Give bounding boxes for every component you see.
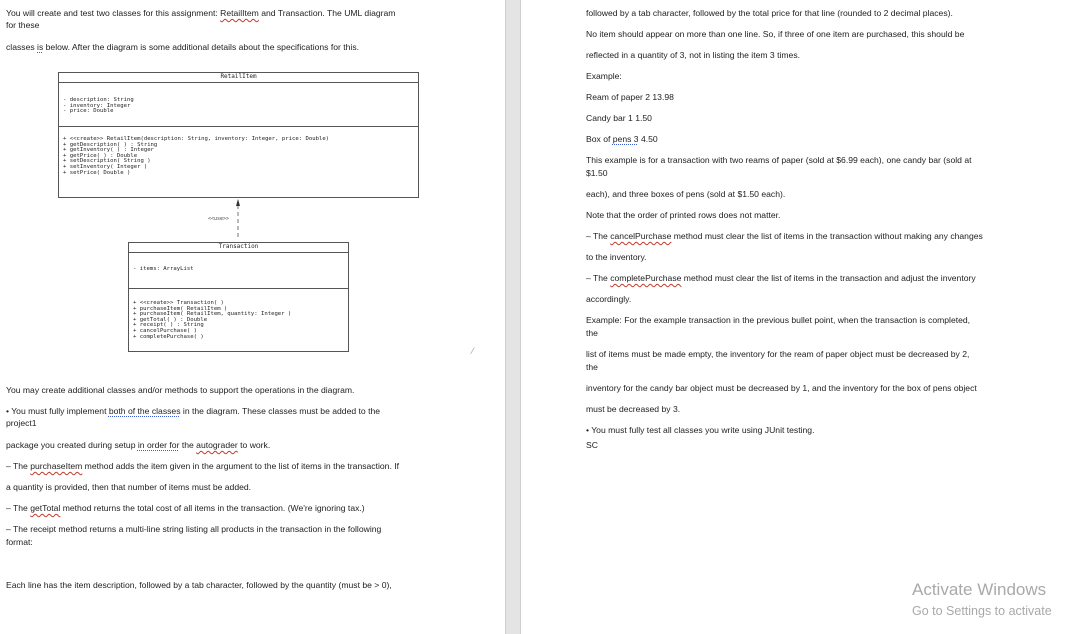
additional-classes-text: You may create additional classes and/or methods to support the operations in the diagram. [6, 385, 355, 395]
package-text: the [179, 440, 197, 450]
implement-text: in the diagram. These classes must be added to the [180, 406, 381, 416]
gettotal-text: – The [6, 503, 31, 513]
intro-text: below. After the diagram is some additional details about the specifications for this. [43, 42, 360, 52]
package-text: to work. [237, 440, 271, 450]
junit-test-line: • You must fully test all classes you write using JUnit testing. [586, 425, 815, 435]
purchase-text: method adds the item given in the argument to the list of items in the transaction. If [82, 461, 400, 471]
example2-line-5: inventory for the candy bar object must be decreased by 1, and the inventory for the box of pens object [586, 383, 977, 393]
grammar-flag-phrase: in order for [137, 440, 180, 450]
page-gutter [505, 0, 521, 634]
implement-text: • You must fully implement [6, 406, 109, 416]
example2-line-3: list of items must be made empty, the inventory for the ream of paper object must be decreased by 2, [586, 349, 970, 359]
activate-windows-watermark-subtitle: Go to Settings to activate [912, 604, 1052, 618]
activate-windows-watermark-title: Activate Windows [912, 580, 1047, 599]
uml-transaction-methods: + <<create>> Transaction( ) + purchaseItem( RetailItem ) + purchaseItem( RetailItem, quantity: Integer ) + getTotal( ) : Double + receipt( ) : String + cancelPurchase( ) + completePurchase( ) [133, 300, 292, 340]
order-note: Note that the order of printed rows does not matter. [586, 210, 781, 220]
uml-use-label: <<use>> [208, 216, 230, 222]
uml-arrow-head [236, 199, 240, 206]
uml-transaction-title: Transaction [129, 243, 348, 253]
cancel-line-2: to the inventory. [586, 252, 647, 262]
left-document-page [0, 0, 505, 634]
example2-line-4: the [586, 362, 598, 372]
example2-line-1: Example: For the example transaction in the previous bullet point, when the transaction is completed, [586, 315, 971, 325]
example2-line-6: must be decreased by 3. [586, 404, 681, 414]
intro-line-2: for these [6, 20, 40, 30]
implement-line-1 [6, 406, 380, 417]
receipt-line-1: – The receipt method returns a multi-line string listing all products in the transaction in the following [6, 524, 382, 534]
sc-text: SC [586, 440, 598, 450]
cancel-text: method must clear the list of items in the transaction without making any changes [671, 231, 983, 241]
uml-transaction-methods-section [129, 289, 348, 352]
right-document-page [521, 0, 1085, 634]
uml-retailitem-methods: + <<create>> RetailItem(description: String, inventory: Integer, price: Double) + getDescription( ) : String + getInventory( ) : Integer + getPrice( ) : Double + setDescription( String ) + setInventory( Integer ) + setPrice( Double ) [63, 136, 330, 176]
receipt-line-2: format: [6, 537, 33, 547]
uml-retailitem-title: RetailItem [59, 73, 418, 83]
package-line [6, 440, 270, 451]
gettotal-text: method returns the total cost of all items in the transaction. (We're ignoring tax.) [60, 503, 365, 513]
example-row-text: 4.50 [638, 134, 658, 144]
intro-text: You will create and test two classes for this assignment: [6, 8, 221, 18]
example2-line-2: the [586, 328, 598, 338]
complete-line-2: accordingly. [586, 294, 632, 304]
each-line-text: Each line has the item description, followed by a tab character, followed by the quantity (must be > 0), [6, 580, 392, 590]
grammar-flag-phrase: pens 3 [612, 134, 639, 144]
gettotal-line [6, 503, 365, 514]
complete-text: method must clear the list of items in the transaction and adjust the inventory [681, 273, 976, 283]
cancel-line-1 [586, 231, 983, 242]
cancel-text: – The [586, 231, 611, 241]
uml-transaction-attributes: - items: ArrayList [133, 266, 194, 272]
example-description-2: $1.50 [586, 168, 608, 178]
cancelpurchase-word: cancelPurchase [610, 231, 672, 241]
example-row-2: Candy bar 1 1.50 [586, 113, 652, 123]
autograder-word: autograder [196, 440, 238, 450]
example-row-text: Box of [586, 134, 613, 144]
example-row-3 [586, 134, 658, 145]
example-description-1: This example is for a transaction with two reams of paper (sold at $6.99 each), one candy bar (sold at [586, 155, 972, 165]
format-line-3: reflected in a quantity of 3, not in listing the item 3 times. [586, 50, 801, 60]
example-description-3: each), and three boxes of pens (sold at $1.50 each). [586, 189, 786, 199]
purchase-line-1 [6, 461, 399, 472]
purchase-text: – The [6, 461, 31, 471]
uml-transaction-class [128, 242, 349, 352]
purchase-line-2: a quantity is provided, then that number of items must be added. [6, 482, 252, 492]
package-text: package you created during setup [6, 440, 138, 450]
uml-transaction-attributes-section [129, 253, 348, 289]
retailitem-word: RetailItem [220, 8, 259, 18]
intro-text: classes [6, 42, 38, 52]
gettotal-word: getTotal [30, 503, 61, 513]
implement-line-2: project1 [6, 418, 37, 428]
example-label: Example: [586, 71, 622, 81]
purchaseitem-word: purchaseItem [30, 461, 83, 471]
example-row-1: Ream of paper 2 13.98 [586, 92, 674, 102]
intro-text: and Transaction. The UML diagram [258, 8, 396, 18]
format-line-2: No item should appear on more than one line. So, if three of one item are purchased, this should be [586, 29, 965, 39]
completepurchase-word: completePurchase [610, 273, 682, 283]
grammar-flag-word: is [37, 42, 44, 52]
complete-line-1 [586, 273, 976, 284]
uml-retailitem-attributes: - description: String - inventory: Integer - price: Double [63, 97, 134, 115]
format-line-1: followed by a tab character, followed by the total price for that line (rounded to 2 decimal places). [586, 8, 953, 18]
complete-text: – The [586, 273, 611, 283]
grammar-flag-phrase: both of the classes [108, 406, 181, 416]
text-cursor-icon: ⁄ [472, 346, 474, 356]
